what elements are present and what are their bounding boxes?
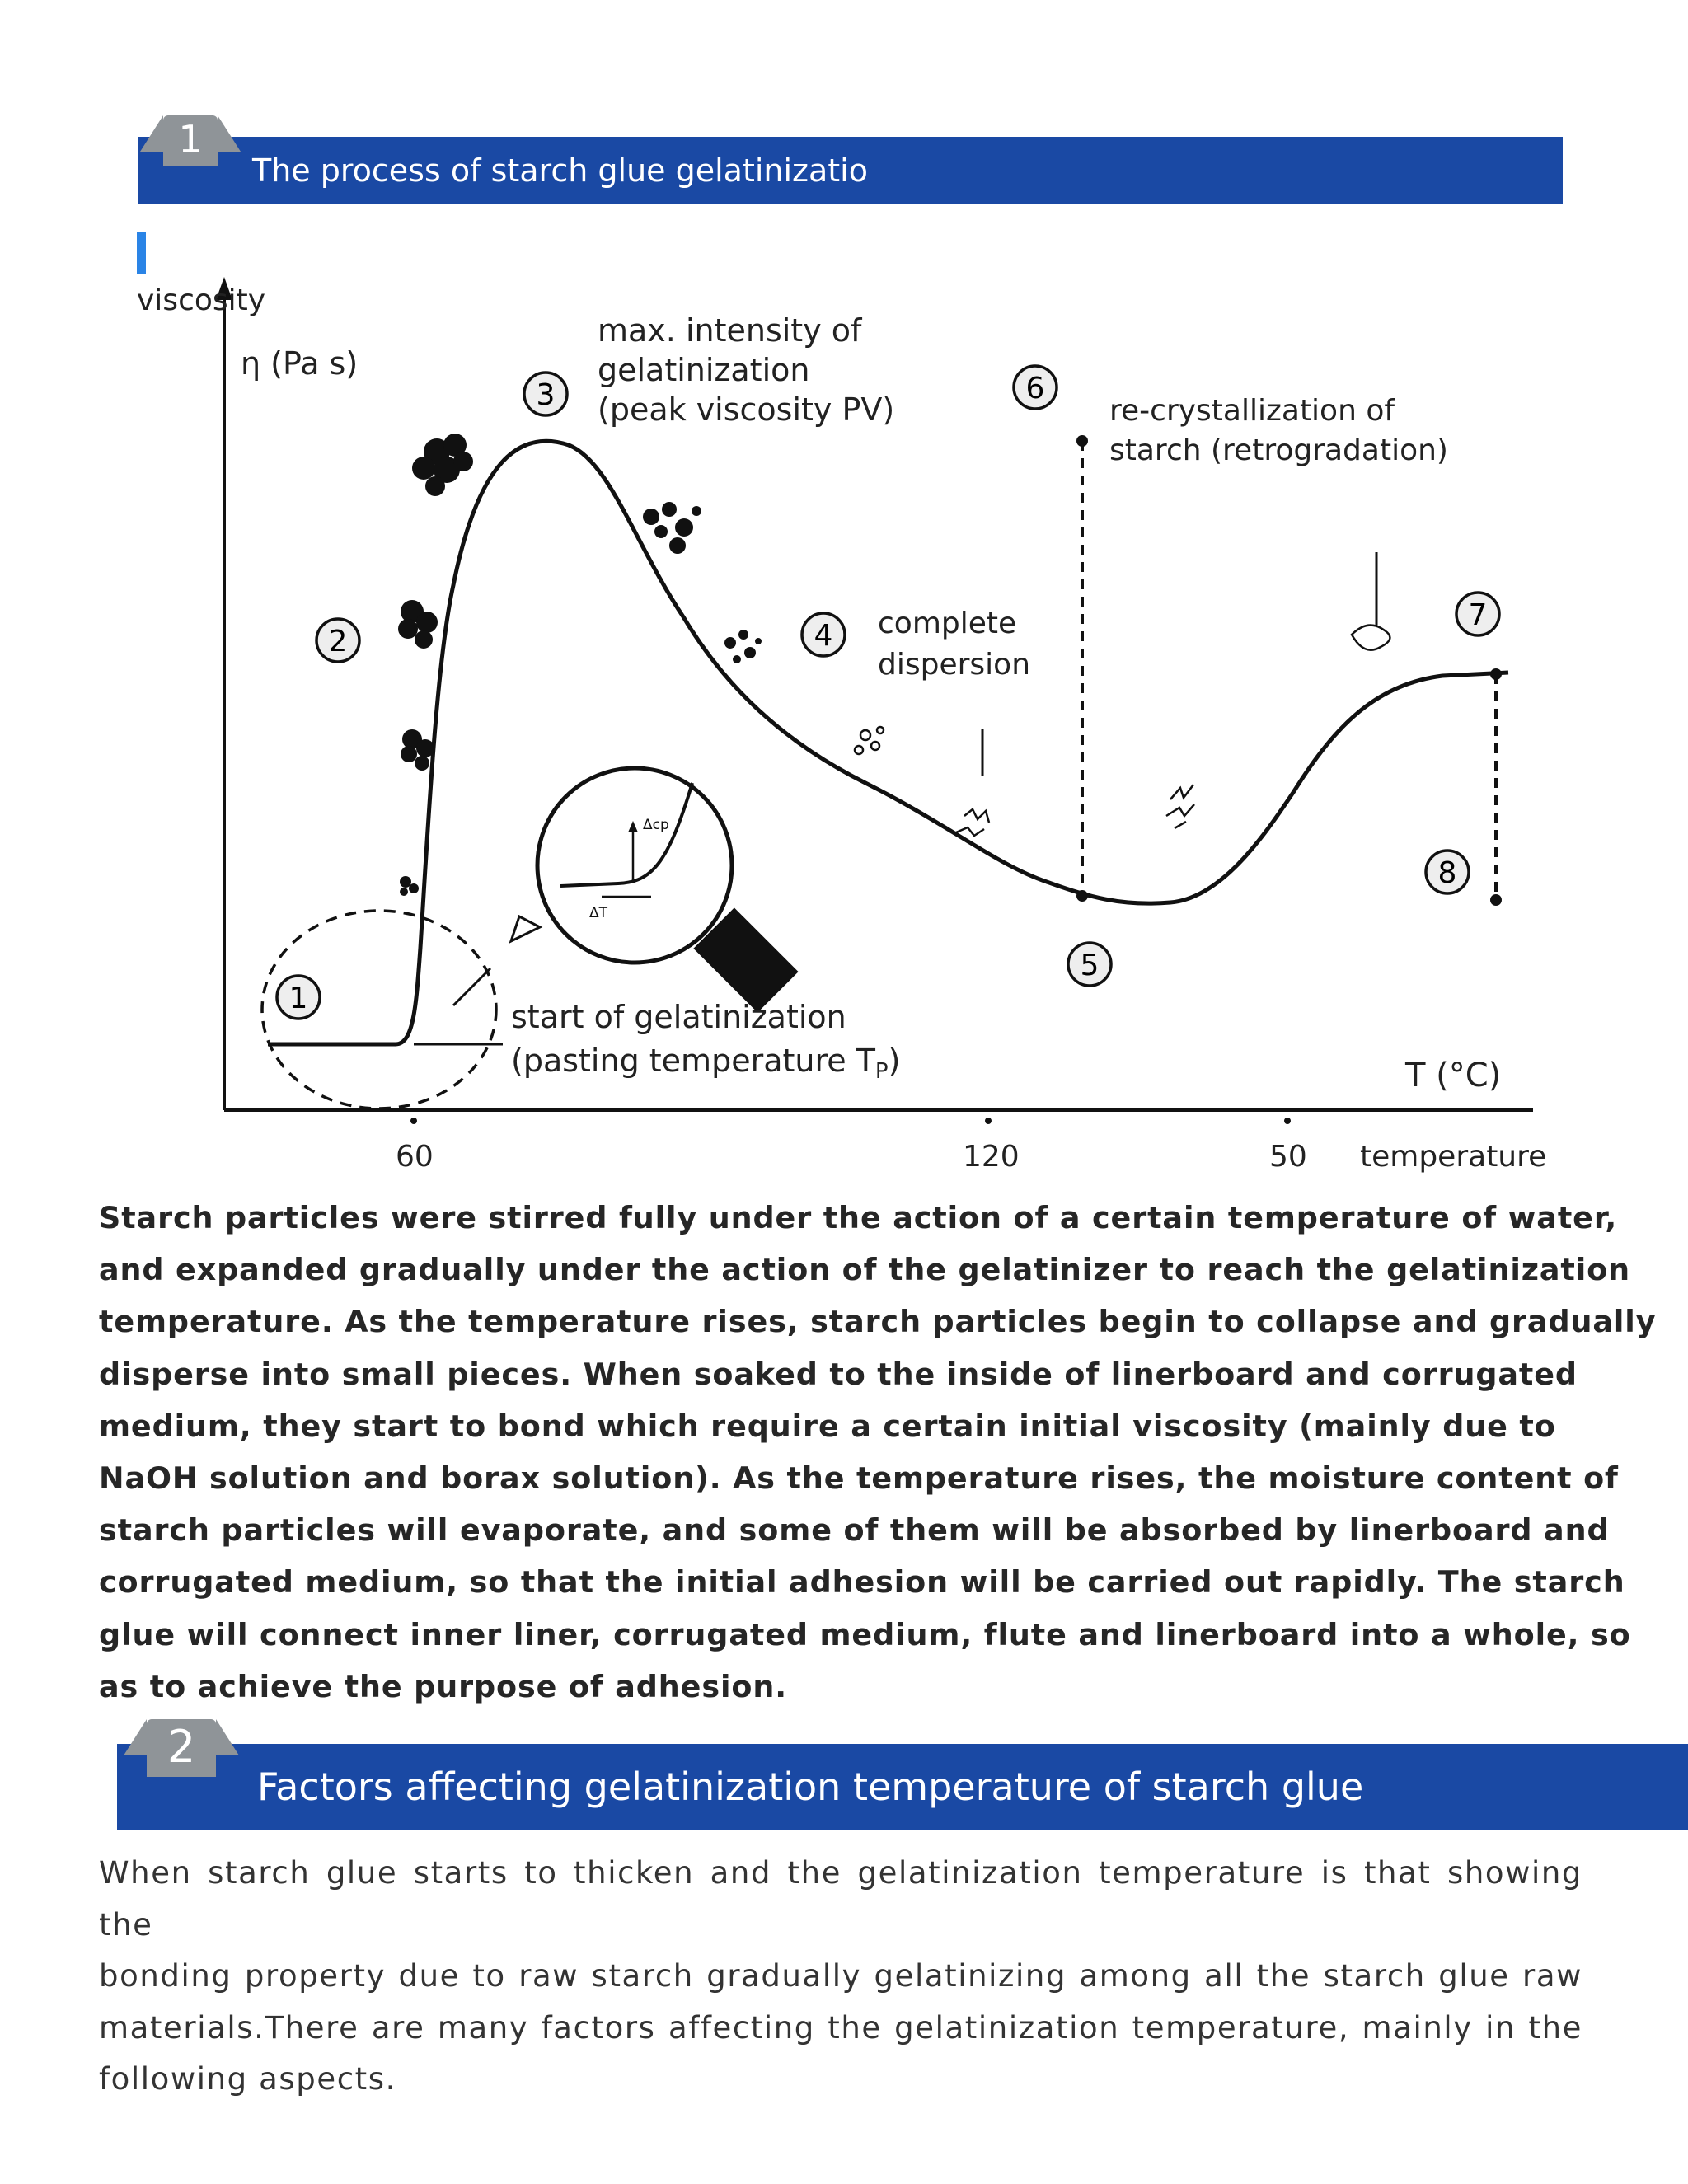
svg-text:7: 7: [1468, 598, 1488, 632]
zoom-arrow: [511, 916, 540, 941]
particle-stage2: [398, 600, 438, 649]
section-2-title-bar: [117, 1744, 1688, 1830]
accent-marker: [137, 232, 146, 274]
section-1-number-tab: 1: [163, 115, 218, 166]
marker-5: [1068, 943, 1111, 986]
marker-6-endpoint: [1076, 435, 1088, 447]
label-retrogradation: [1109, 394, 1448, 467]
particle-breaking: [643, 502, 701, 554]
svg-text:8: 8: [1437, 856, 1457, 890]
gelatinization-factors-paragraph: [99, 1848, 1582, 2106]
svg-text:start of gelatinization: start of gelatinization: [511, 999, 846, 1035]
paragraph-line: materials.There are many factors affecting the gelatinization temperature, mainly in the: [99, 2009, 1582, 2046]
x-axis-unit: T (°C): [1405, 1057, 1502, 1094]
magnifier-inset: [511, 768, 799, 1013]
viscosity-curve: [268, 441, 1508, 1044]
gelatinization-process-paragraph: [99, 1192, 1657, 1713]
paragraph-line: starch particles will evaporate, and some of them will be absorbed by linerboard and: [99, 1512, 1610, 1549]
label-peak-viscosity: [598, 312, 894, 428]
y-axis-title: viscosity: [137, 284, 266, 317]
paragraph-line: Starch particles were stirred fully under the action of a certain temperature of water,: [99, 1200, 1618, 1235]
marker-3: [524, 373, 567, 415]
paragraph-line: and expanded gradually under the action of the gelatinizer to reach the gelatinization: [99, 1252, 1631, 1288]
svg-text:dispersion: dispersion: [878, 648, 1031, 682]
svg-text:6: 6: [1025, 372, 1045, 405]
svg-text:max. intensity of: max. intensity of: [598, 312, 862, 349]
section-2-number-tab: 2: [147, 1719, 216, 1777]
paragraph-line: corrugated medium, so that the initial adhesion will be carried out rapidly. The starch: [99, 1564, 1625, 1601]
paragraph-line: medium, they start to bond which require a certain initial viscosity (mainly due to: [99, 1408, 1556, 1444]
section-2-title: Factors affecting gelatinization temperature of starch glue: [257, 1765, 1364, 1809]
x-tick-label-50: 50: [1269, 1140, 1307, 1174]
svg-text:complete: complete: [878, 607, 1017, 640]
x-tick-label-60: 60: [396, 1140, 434, 1174]
marker-7: [1456, 593, 1499, 635]
paragraph-line: glue will connect inner liner, corrugated medium, flute and linerboard into a whole, so: [99, 1616, 1631, 1652]
svg-text:gelatinization: gelatinization: [598, 352, 810, 388]
particle-small-start: [400, 876, 419, 896]
x-axis-title: temperature: [1360, 1140, 1547, 1174]
marker-7-endpoint: [1490, 668, 1502, 680]
svg-text:(peak viscosity PV): (peak viscosity PV): [598, 391, 895, 428]
marker-1: [277, 976, 320, 1019]
marker-4: [802, 613, 845, 656]
marker-6: [1014, 366, 1057, 409]
inset-delta-t: ΔT: [589, 905, 608, 921]
x-tick-label-120: 120: [963, 1140, 1020, 1174]
y-axis-unit: η (Pa s): [241, 345, 359, 382]
svg-text:starch (retrogradation): starch (retrogradation): [1109, 434, 1448, 467]
paragraph-line: as to achieve the purpose of adhesion.: [99, 1668, 787, 1704]
x-tick-marks: [410, 1118, 1291, 1124]
particle-large-peak: [412, 434, 473, 496]
paragraph-line: When starch glue starts to thicken and the gelatinization temperature is that showing the: [99, 1855, 1582, 1943]
svg-text:re-crystallization of: re-crystallization of: [1109, 394, 1395, 428]
retrogradation-indicator: [1082, 441, 1496, 900]
marker-5-endpoint: [1076, 890, 1088, 902]
svg-text:(pasting temperature TP): (pasting temperature $T_P$): [511, 1043, 901, 1084]
label-complete-dispersion: [878, 607, 1030, 682]
label-start-of-gelatinization: [511, 999, 900, 1084]
paragraph-line: disperse into small pieces. When soaked to the inside of linerboard and corrugated: [99, 1356, 1578, 1392]
particle-stage2-lower: [401, 729, 434, 771]
paragraph-line: bonding property due to raw starch gradually gelatinizing among all the starch glue raw: [99, 1958, 1582, 1994]
paragraph-line: following aspects.: [99, 2061, 396, 2097]
particle-dispersing: [724, 630, 762, 663]
svg-text:1: 1: [288, 982, 308, 1015]
inset-delta-cp: Δcp: [643, 817, 669, 833]
section-1-title: The process of starch glue gelatinizatio: [252, 152, 868, 189]
svg-text:3: 3: [536, 378, 556, 412]
gelatinization-viscosity-diagram: [124, 272, 1574, 1187]
svg-text:5: 5: [1080, 949, 1100, 982]
marker-8-endpoint: [1490, 894, 1502, 906]
paragraph-line: temperature. As the temperature rises, starch particles begin to collapse and gradually: [99, 1304, 1657, 1340]
section-1-title-bar: [138, 137, 1563, 204]
svg-text:4: 4: [814, 619, 833, 653]
marker-8: [1426, 851, 1469, 893]
marker-2: [316, 619, 359, 662]
paragraph-line: NaOH solution and borax solution). As the temperature rises, the moisture content of: [99, 1460, 1619, 1497]
svg-text:2: 2: [328, 625, 348, 658]
